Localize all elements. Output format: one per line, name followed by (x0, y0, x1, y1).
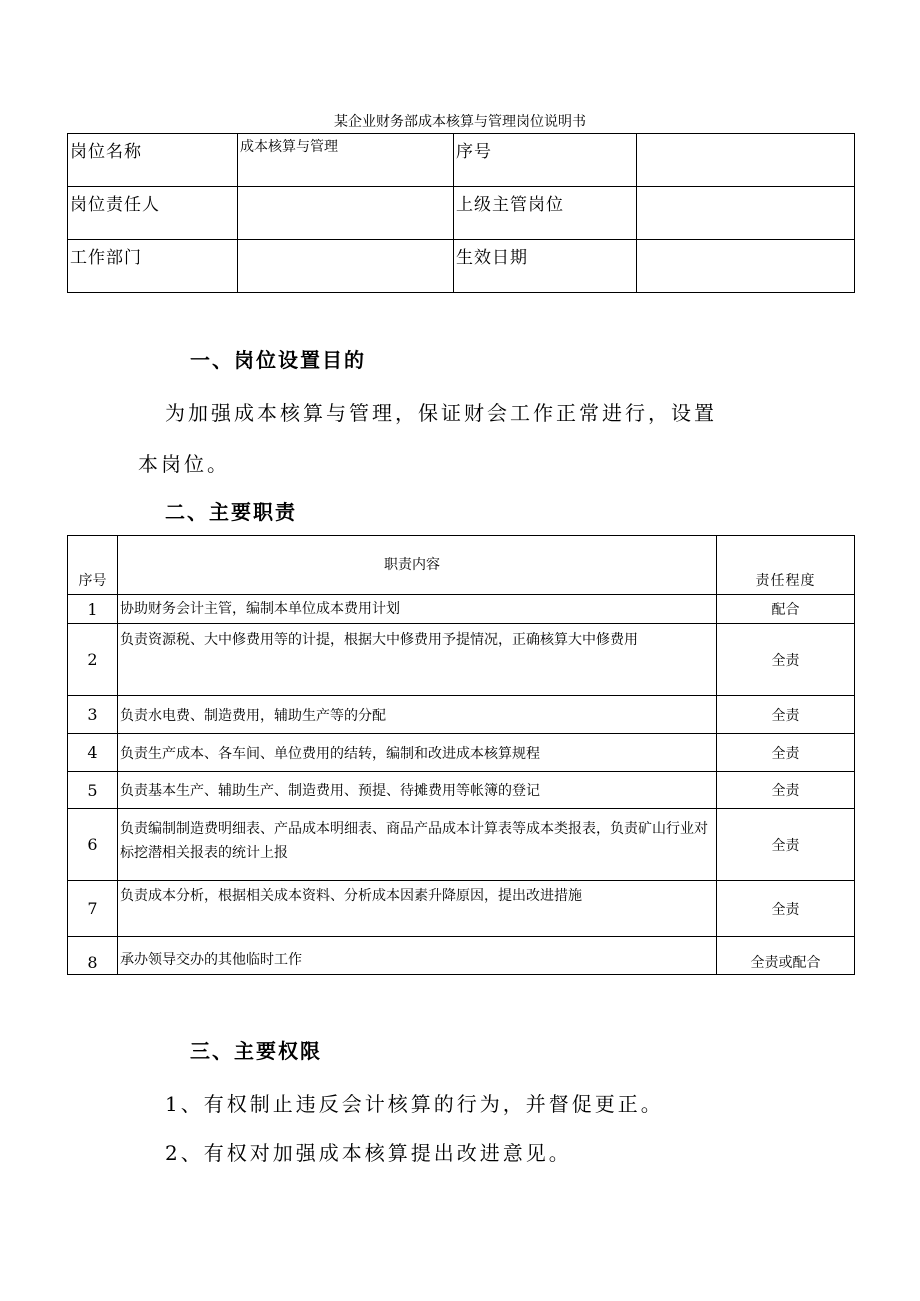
row-content: 负责基本生产、辅助生产、制造费用、预提、待摊费用等帐簿的登记 (118, 772, 717, 809)
value-department (238, 240, 454, 293)
header-responsibility-degree: 责任程度 (717, 536, 855, 595)
table-row (68, 134, 855, 187)
table-row (68, 187, 855, 240)
row-no: 5 (68, 772, 118, 809)
row-content: 负责水电费、制造费用，辅助生产等的分配 (118, 696, 717, 734)
header-duty-content: 职责内容 (118, 536, 717, 595)
section1-text-line2: 本岗位。 (138, 452, 230, 476)
row-degree: 全责 (717, 734, 855, 772)
row-content: 承办领导交办的其他临时工作 (118, 937, 717, 975)
row-no: 6 (68, 809, 118, 881)
row-degree: 配合 (717, 595, 855, 624)
row-content: 负责资源税、大中修费用等的计提，根据大中修费用予提情况，正确核算大中修费用 (118, 624, 717, 696)
document-title: 某企业财务部成本核算与管理岗位说明书 (334, 114, 586, 130)
label-position-name: 岗位名称 (68, 134, 238, 187)
duties-table (67, 535, 855, 975)
table-row (68, 937, 855, 975)
value-position-holder (238, 187, 454, 240)
row-degree: 全责 (717, 881, 855, 937)
table-row (68, 881, 855, 937)
table-row (68, 240, 855, 293)
row-content: 负责编制制造费明细表、产品成本明细表、商品产品成本计算表等成本类报表，负责矿山行业对标挖潜相关报表的统计上报 (118, 809, 717, 881)
label-position-holder: 岗位责任人 (68, 187, 238, 240)
row-degree: 全责 (717, 696, 855, 734)
table-row (68, 772, 855, 809)
row-degree: 全责 (717, 809, 855, 881)
label-superior-position: 上级主管岗位 (454, 187, 637, 240)
row-degree: 全责 (717, 624, 855, 696)
label-effective-date: 生效日期 (454, 240, 637, 293)
row-degree: 全责或配合 (717, 937, 855, 975)
section2-heading: 二、主要职责 (165, 500, 297, 524)
table-row (68, 696, 855, 734)
section3-item-1: 1、有权制止违反会计核算的行为，并督促更正。 (165, 1092, 664, 1116)
value-superior-position (637, 187, 855, 240)
row-no: 1 (68, 595, 118, 624)
row-no: 7 (68, 881, 118, 937)
row-content: 负责成本分析，根据相关成本资料、分析成本因素升降原因，提出改进措施 (118, 881, 717, 937)
table-header-row (68, 536, 855, 595)
table-row (68, 595, 855, 624)
section3-item-2: 2、有权对加强成本核算提出改进意见。 (165, 1141, 572, 1165)
table-row (68, 809, 855, 881)
section1-text-line1: 为加强成本核算与管理，保证财会工作正常进行，设置 (165, 401, 717, 425)
label-department: 工作部门 (68, 240, 238, 293)
row-content: 协助财务会计主管，编制本单位成本费用计划 (118, 595, 717, 624)
header-serial-no: 序号 (68, 536, 118, 595)
table-row (68, 734, 855, 772)
label-serial-no: 序号 (454, 134, 637, 187)
section1-heading: 一、岗位设置目的 (190, 348, 366, 372)
section3-heading: 三、主要权限 (190, 1039, 322, 1063)
row-no: 4 (68, 734, 118, 772)
row-no: 3 (68, 696, 118, 734)
position-info-table (67, 133, 855, 293)
value-serial-no (637, 134, 855, 187)
row-no: 8 (68, 937, 118, 975)
row-content: 负责生产成本、各车间、单位费用的结转，编制和改进成本核算规程 (118, 734, 717, 772)
row-degree: 全责 (717, 772, 855, 809)
table-row (68, 624, 855, 696)
value-effective-date (637, 240, 855, 293)
value-position-name: 成本核算与管理 (238, 134, 454, 187)
row-no: 2 (68, 624, 118, 696)
